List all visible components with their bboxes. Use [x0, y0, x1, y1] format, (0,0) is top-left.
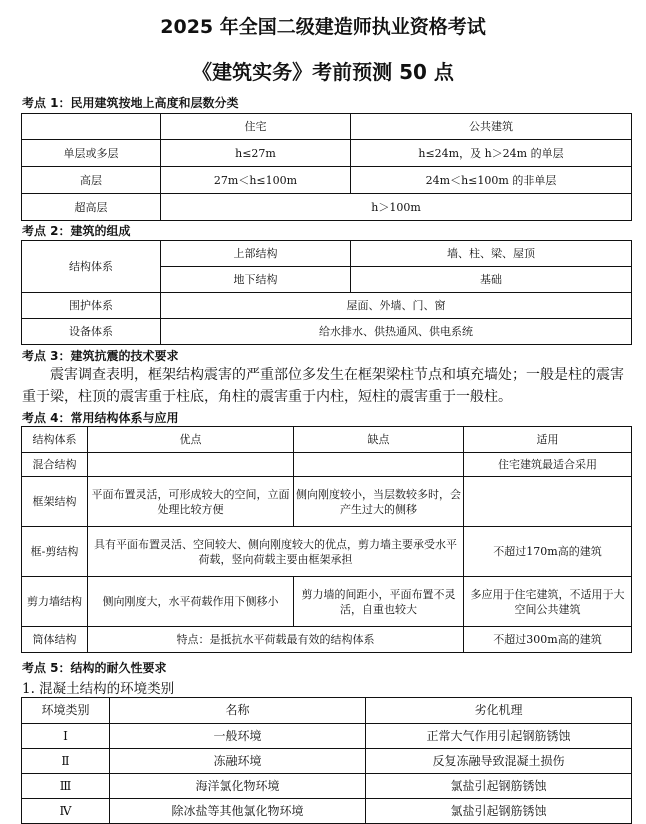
building-height-table — [21, 113, 632, 221]
building-composition-table — [21, 240, 632, 345]
header-cell: 名称 — [110, 698, 366, 724]
header-cell: 结构体系 — [22, 427, 88, 453]
header-cell: 优点 — [88, 427, 294, 453]
table-row — [22, 140, 632, 167]
table-cell: h≤24m，及 h＞24m 的单层 — [351, 140, 632, 167]
table-cell: 侧向刚度大，水平荷载作用下侧移小 — [88, 577, 294, 627]
table-header-row — [22, 427, 632, 453]
table-cell: 剪力墙的间距小，平面布置不灵活，自重也较大 — [294, 577, 464, 627]
table-cell: 墙、柱、梁、屋顶 — [351, 241, 632, 267]
table-cell: 基础 — [351, 267, 632, 293]
table-cell: 上部结构 — [161, 241, 351, 267]
table-row — [22, 724, 632, 749]
table-cell: Ⅱ — [22, 749, 110, 774]
table-cell: 住宅建筑最适合采用 — [464, 453, 632, 477]
table-cell: 筒体结构 — [22, 627, 88, 653]
table-cell: 给水排水、供热通风、供电系统 — [161, 319, 632, 345]
table-cell — [88, 453, 294, 477]
table-row — [22, 477, 632, 527]
table-cell: 结构体系 — [22, 241, 161, 293]
table-cell: 不超过170m高的建筑 — [464, 527, 632, 577]
table-cell: 冻融环境 — [110, 749, 366, 774]
table-cell: 反复冻融导致混凝土损伤 — [366, 749, 632, 774]
table-cell: h≤27m — [161, 140, 351, 167]
header-cell: 适用 — [464, 427, 632, 453]
table-cell — [464, 477, 632, 527]
table-cell: 平面布置灵活，可形成较大的空间，立面处理比较方便 — [88, 477, 294, 527]
table-cell: Ⅲ — [22, 774, 110, 799]
table-row — [22, 293, 632, 319]
table-cell: Ⅳ — [22, 799, 110, 824]
table-cell: 高层 — [22, 167, 161, 194]
table-cell: 超高层 — [22, 194, 161, 221]
table-cell: 特点：是抵抗水平荷载最有效的结构体系 — [88, 627, 464, 653]
table-header-row — [22, 698, 632, 724]
table-cell: 具有平面布置灵活、空间较大、侧向刚度较大的优点，剪力墙主要承受水平荷载，竖向荷载主要由框架承担 — [88, 527, 464, 577]
table-row — [22, 453, 632, 477]
table-cell: 屋面、外墙、门、窗 — [161, 293, 632, 319]
table-cell: 框架结构 — [22, 477, 88, 527]
section-3-heading: 考点 3：建筑抗震的技术要求 — [22, 349, 179, 363]
table-row — [22, 167, 632, 194]
table-cell: 27m＜h≤100m — [161, 167, 351, 194]
table-cell: 侧向刚度较小，当层数较多时，会产生过大的侧移 — [294, 477, 464, 527]
table-cell: 一般环境 — [110, 724, 366, 749]
header-cell — [22, 114, 161, 140]
table-cell: 框-剪结构 — [22, 527, 88, 577]
header-cell: 环境类别 — [22, 698, 110, 724]
table-cell: 海洋氯化物环境 — [110, 774, 366, 799]
table-cell: 氯盐引起钢筋锈蚀 — [366, 799, 632, 824]
section-1-heading: 考点 1：民用建筑按地上高度和层数分类 — [22, 96, 239, 110]
table-cell: 剪力墙结构 — [22, 577, 88, 627]
table-cell: 单层或多层 — [22, 140, 161, 167]
subsection-title: 1. 混凝土结构的环境类别 — [22, 681, 175, 697]
table-cell: h＞100m — [161, 194, 632, 221]
table-cell: 混合结构 — [22, 453, 88, 477]
header-cell: 劣化机理 — [366, 698, 632, 724]
section-4-heading: 考点 4：常用结构体系与应用 — [22, 411, 179, 425]
section-2-heading: 考点 2：建筑的组成 — [22, 224, 131, 238]
table-row — [22, 241, 632, 267]
table-cell: Ⅰ — [22, 724, 110, 749]
table-row — [22, 194, 632, 221]
table-cell: 围护体系 — [22, 293, 161, 319]
table-cell: 正常大气作用引起钢筋锈蚀 — [366, 724, 632, 749]
table-cell: 多应用于住宅建筑，不适用于大空间公共建筑 — [464, 577, 632, 627]
header-cell: 住宅 — [161, 114, 351, 140]
section-5-heading: 考点 5：结构的耐久性要求 — [22, 661, 167, 675]
document-title: 2025 年全国二级建造师执业资格考试 — [160, 16, 486, 38]
table-cell: 不超过300m高的建筑 — [464, 627, 632, 653]
structure-system-table — [21, 426, 632, 653]
table-cell: 氯盐引起钢筋锈蚀 — [366, 774, 632, 799]
seismic-paragraph-line-2: 重于梁，柱顶的震害重于柱底，角柱的震害重于内柱，短柱的震害重于一般柱。 — [22, 389, 512, 405]
table-row — [22, 749, 632, 774]
document-subtitle: 《建筑实务》考前预测 50 点 — [192, 60, 454, 84]
table-header-row — [22, 114, 632, 140]
table-row — [22, 527, 632, 577]
table-row — [22, 627, 632, 653]
table-row — [22, 774, 632, 799]
environment-class-table — [21, 697, 632, 824]
table-cell: 24m＜h≤100m 的非单层 — [351, 167, 632, 194]
seismic-paragraph-line-1: 震害调查表明，框架结构震害的严重部位多发生在框架梁柱节点和填充墙处；一般是柱的震害 — [50, 367, 624, 383]
header-cell: 公共建筑 — [351, 114, 632, 140]
table-cell: 设备体系 — [22, 319, 161, 345]
table-cell — [294, 453, 464, 477]
table-row — [22, 799, 632, 824]
table-row — [22, 319, 632, 345]
table-cell: 地下结构 — [161, 267, 351, 293]
table-cell: 除冰盐等其他氯化物环境 — [110, 799, 366, 824]
table-row — [22, 577, 632, 627]
header-cell: 缺点 — [294, 427, 464, 453]
